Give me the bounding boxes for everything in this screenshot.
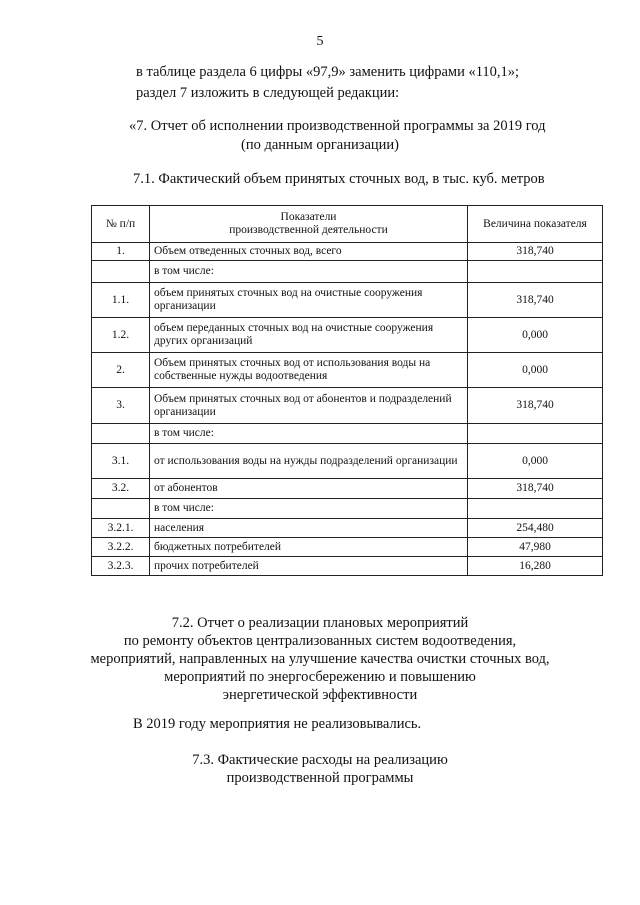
table-row — [92, 538, 603, 557]
row-number: 1.2. — [92, 318, 150, 353]
header-number: № п/п — [92, 206, 150, 243]
row-number: 3.1. — [92, 444, 150, 479]
table-row — [92, 261, 603, 283]
row-label: объем принятых сточных вод на очистные сооружения организации — [150, 283, 468, 318]
section-7-title: «7. Отчет об исполнении производственной программы за 2019 год — [129, 118, 546, 134]
row-number: 3.2.2. — [92, 538, 150, 557]
row-label: в том числе: — [150, 424, 468, 444]
header-indicator-line-1: Показатели — [280, 211, 337, 223]
table-row — [92, 283, 603, 318]
section-7-2-line-2: по ремонту объектов централизованных систем водоотведения, — [123, 633, 517, 649]
row-label: Объем принятых сточных вод от использования воды на собственные нужды водоотведения — [150, 353, 468, 388]
row-value: 0,000 — [468, 353, 603, 388]
table-row — [92, 557, 603, 576]
header-indicator-line-2: производственной деятельности — [229, 224, 388, 236]
intro-line-1: в таблице раздела 6 цифры «97,9» заменить цифрами «110,1»; — [136, 64, 520, 80]
section-7-2-line-5: энергетической эффективности — [222, 687, 418, 703]
row-value: 0,000 — [468, 318, 603, 353]
section-7-3-line-2: производственной программы — [226, 770, 414, 786]
row-number — [92, 261, 150, 283]
row-value: 318,740 — [468, 243, 603, 261]
row-value — [468, 261, 603, 283]
row-label: объем переданных сточных вод на очистные сооружения других организаций — [150, 318, 468, 353]
row-number: 3.2. — [92, 479, 150, 499]
row-label: в том числе: — [150, 499, 468, 519]
table-header-row — [92, 206, 603, 243]
section-7-1-title: 7.1. Фактический объем принятых сточных вод, в тыс. куб. метров — [133, 171, 545, 187]
table-row — [92, 243, 603, 261]
row-number — [92, 499, 150, 519]
row-number: 1. — [92, 243, 150, 261]
row-number: 2. — [92, 353, 150, 388]
table-row — [92, 318, 603, 353]
section-7-2-line-4: мероприятий по энергосбережению и повышению — [164, 669, 476, 685]
row-number: 3.2.1. — [92, 519, 150, 538]
wastewater-volume-table — [91, 205, 603, 576]
table-row — [92, 388, 603, 424]
row-value: 0,000 — [468, 444, 603, 479]
row-label: Объем отведенных сточных вод, всего — [150, 243, 468, 261]
section-7-2-line-1: 7.2. Отчет о реализации плановых мероприятий — [171, 615, 469, 631]
table-row — [92, 479, 603, 499]
row-label: в том числе: — [150, 261, 468, 283]
row-number: 3. — [92, 388, 150, 424]
section-7-subtitle: (по данным организации) — [240, 137, 399, 153]
no-activities-note: В 2019 году мероприятия не реализовывались. — [133, 716, 422, 732]
table-row — [92, 353, 603, 388]
section-7-2-title — [0, 614, 640, 704]
row-value: 254,480 — [468, 519, 603, 538]
row-label: от использования воды на нужды подразделений организации — [150, 444, 468, 479]
table-row — [92, 444, 603, 479]
row-label: населения — [150, 519, 468, 538]
section-7-3-title — [0, 751, 640, 787]
row-label: от абонентов — [150, 479, 468, 499]
row-number: 3.2.3. — [92, 557, 150, 576]
header-indicator — [150, 206, 468, 243]
row-label: Объем принятых сточных вод от абонентов и подразделений организации — [150, 388, 468, 424]
table-row — [92, 424, 603, 444]
row-value — [468, 424, 603, 444]
row-value: 16,280 — [468, 557, 603, 576]
table-row — [92, 519, 603, 538]
row-value: 318,740 — [468, 388, 603, 424]
row-value: 47,980 — [468, 538, 603, 557]
page-number: 5 — [316, 34, 324, 49]
row-label: бюджетных потребителей — [150, 538, 468, 557]
header-value: Величина показателя — [468, 206, 603, 243]
row-value — [468, 499, 603, 519]
section-7-3-line-1: 7.3. Фактические расходы на реализацию — [192, 752, 448, 768]
table-row — [92, 499, 603, 519]
intro-line-2: раздел 7 изложить в следующей редакции: — [136, 85, 400, 101]
row-number: 1.1. — [92, 283, 150, 318]
row-number — [92, 424, 150, 444]
row-value: 318,740 — [468, 479, 603, 499]
row-value: 318,740 — [468, 283, 603, 318]
section-7-2-line-3: мероприятий, направленных на улучшение качества очистки сточных вод, — [90, 651, 550, 667]
row-label: прочих потребителей — [150, 557, 468, 576]
